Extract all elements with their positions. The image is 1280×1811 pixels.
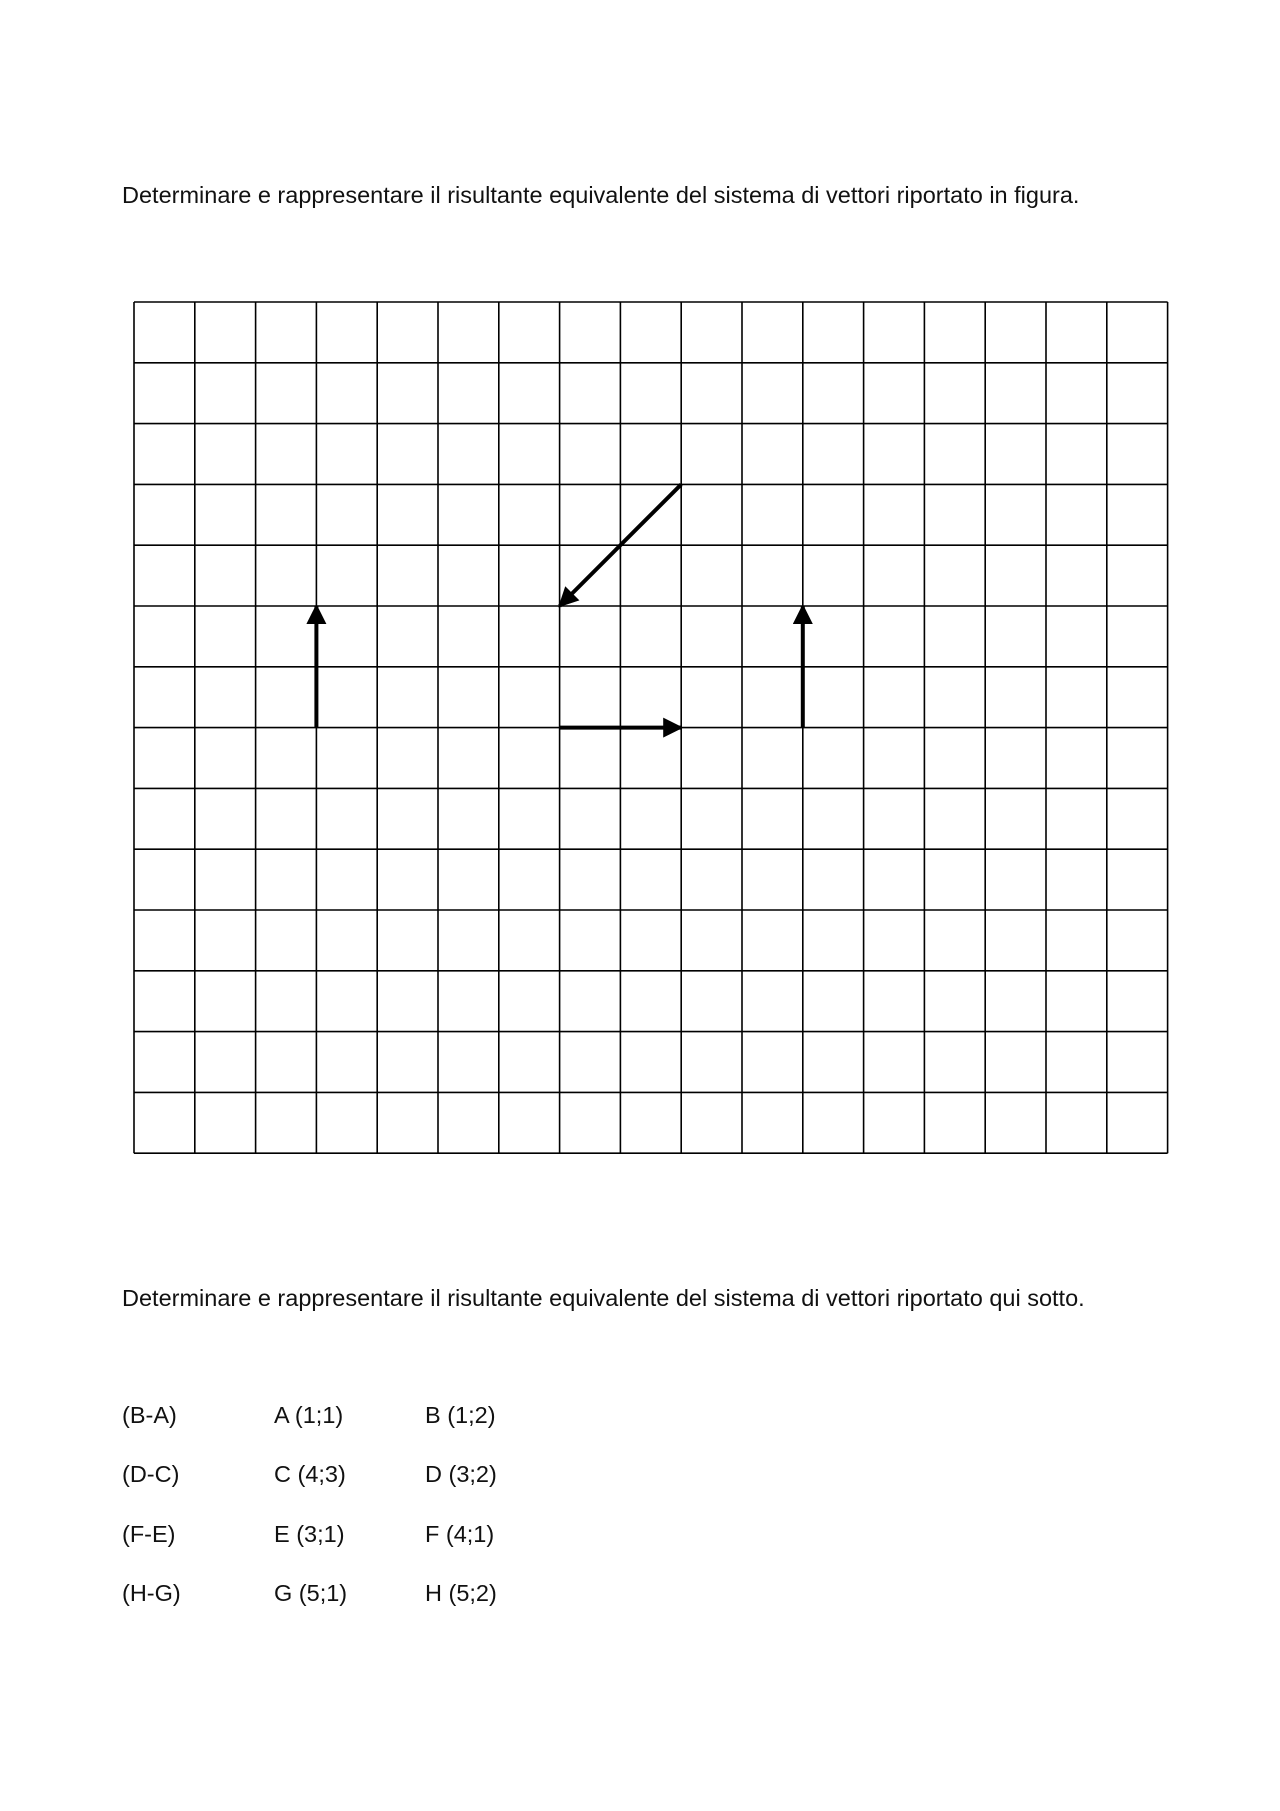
point-start: A (1;1)	[274, 1402, 344, 1428]
question-1-text: Determinare e rappresentare il risultante equivalente del sistema di vettori riportato in figura.	[122, 182, 1080, 208]
vector-label: (F-E)	[122, 1521, 176, 1547]
vector-label: (H-G)	[122, 1580, 181, 1606]
vector-label: (B-A)	[122, 1402, 177, 1428]
point-end: D (3;2)	[425, 1461, 497, 1487]
point-end: H (5;2)	[425, 1580, 497, 1606]
vector-grid-svg	[132, 300, 1172, 1156]
point-end: F (4;1)	[425, 1521, 495, 1547]
point-start: E (3;1)	[274, 1521, 345, 1547]
vector-label: (D-C)	[122, 1461, 180, 1487]
point-end: B (1;2)	[425, 1402, 496, 1428]
point-start: G (5;1)	[274, 1580, 348, 1606]
question-2-text: Determinare e rappresentare il risultante equivalente del sistema di vettori riportato qui sotto.	[122, 1285, 1085, 1311]
vector-grid-figure	[132, 300, 1172, 1156]
point-start: C (4;3)	[274, 1461, 346, 1487]
